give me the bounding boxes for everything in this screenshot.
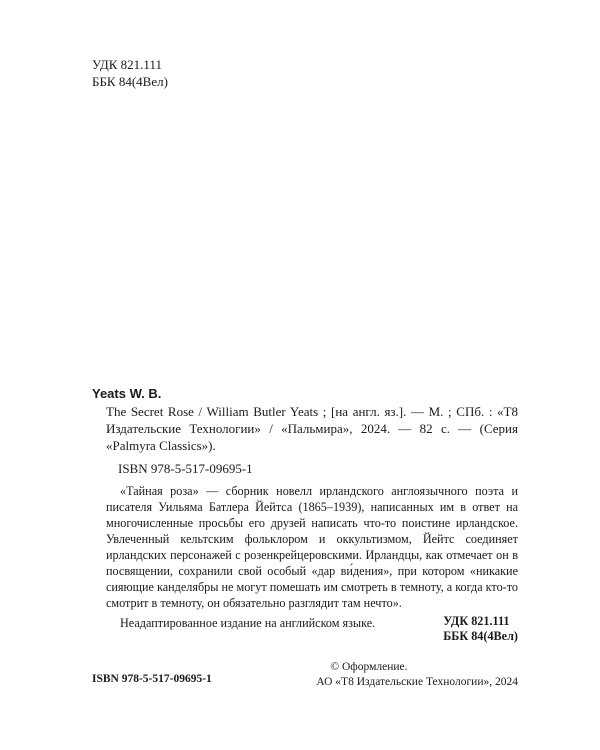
bbk-code: ББК 84(4Вел) xyxy=(92,74,168,89)
record-isbn: ISBN 978-5-517-09695-1 xyxy=(118,461,253,476)
classification-bottom xyxy=(443,614,518,644)
annotation xyxy=(106,483,518,611)
classification-top xyxy=(92,56,168,90)
bibliographic-record xyxy=(92,386,518,631)
footer-isbn: ISBN 978-5-517-09695-1 xyxy=(92,673,212,685)
copyright-line-2: АО «Т8 Издательские Технологии», 2024 xyxy=(316,676,518,688)
bibliographic-description: The Secret Rose / William Butler Yeats ; [на англ. яз.]. — М. ; СПб. : «Т8 Издательские Технологии» / «Пальмира», 2024. — 82 с. — (Серия «Palmyra Classics»). xyxy=(106,404,518,453)
edition-note: Неадаптированное издание на английском языке. xyxy=(120,616,376,630)
bbk-code-bottom: ББК 84(4Вел) xyxy=(443,629,518,643)
annotation-text: «Тайная роза» — сборник новелл ирландского англоязычного поэта и писателя Уильяма Батлера Йейтса (1865–1939), написанных им в ответ на многочисленные просьбы его друзей написать что-то поистине ирландское. Увлеченный кельтским фольклором и оккультизмом, Йейтс соединяет ирландских персонажей с розенкрейцеровскими. Ирландцы, как отмечает он в посвящении, сохранили свой особый «дар ви́дения», при котором «никакие сияющие канделябры не могут помешать им смотреть в темноту, а когда кто-то смотрит в темноту, он обязательно разглядит там нечто». xyxy=(106,484,518,610)
copyright-line-1: © Оформление. xyxy=(330,661,408,673)
copyright-block xyxy=(316,660,518,690)
udk-code: УДК 821.111 xyxy=(92,57,162,72)
author-heading: Yeats W. B. xyxy=(92,386,162,401)
udk-code-bottom: УДК 821.111 xyxy=(443,614,510,628)
